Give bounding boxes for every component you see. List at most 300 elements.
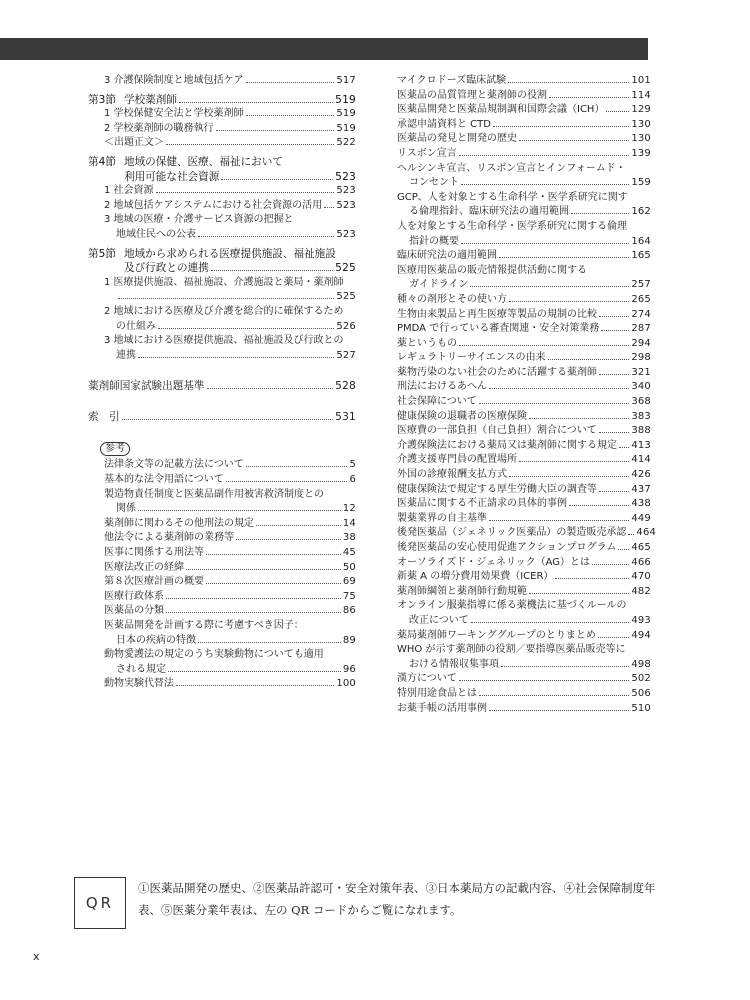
toc-entry-line (104, 634, 356, 649)
toc-entry-title: 人を対象とする生命科学・医学系研究に関する倫理 (397, 220, 627, 232)
toc-page-number: 257 (631, 279, 651, 291)
dot-leader (138, 510, 341, 511)
toc-page-number: 114 (631, 89, 651, 101)
dot-leader (166, 598, 341, 599)
toc-entry-line (397, 424, 651, 439)
toc-entry[interactable] (88, 379, 356, 394)
toc-entry-title: 種々の剤形とその使い方 (397, 293, 507, 305)
toc-entry-line (397, 380, 651, 395)
toc-entry-line (397, 453, 651, 468)
toc-page-number: 75 (342, 590, 356, 602)
dot-leader (236, 539, 341, 540)
toc-entry-line (104, 305, 356, 320)
dot-leader (176, 685, 334, 686)
dot-leader (158, 328, 334, 329)
toc-page-number: 493 (631, 614, 651, 626)
toc-page-number: 96 (342, 663, 356, 675)
toc-entry[interactable] (397, 672, 651, 687)
toc-entry-line (104, 74, 356, 89)
toc-page-number: 494 (631, 629, 651, 641)
toc-entry[interactable] (397, 366, 651, 381)
toc-entry-line (397, 570, 651, 585)
toc-page-number: 519 (336, 122, 356, 134)
dot-leader (221, 179, 333, 180)
toc-entry-title: 1 社会資源 (104, 185, 154, 197)
toc-entry[interactable] (104, 546, 356, 561)
toc-entry[interactable] (397, 337, 651, 352)
dot-leader (606, 111, 629, 112)
toc-entry[interactable] (88, 247, 356, 276)
dot-leader (529, 593, 629, 594)
dot-leader (246, 466, 348, 467)
toc-entry[interactable] (88, 334, 356, 363)
toc-entry-title: WHO が示す薬剤師の役割／要指導医薬品販売等に (397, 644, 626, 656)
dot-leader (226, 481, 348, 482)
toc-entry-title: 薬局薬剤師ワーキンググループのとりまとめ (397, 629, 596, 641)
dot-leader (198, 642, 341, 643)
toc-page-number: 523 (336, 228, 356, 240)
toc-entry[interactable] (88, 184, 356, 199)
toc-entry-line (88, 261, 356, 276)
toc-entry[interactable] (104, 575, 356, 590)
toc-entry-title: 2 地域包括ケアシステムにおける社会資源の活用 (104, 199, 323, 211)
toc-entry-line (397, 497, 651, 512)
dot-leader (179, 102, 333, 103)
toc-entry[interactable] (397, 380, 651, 395)
toc-entry-line (88, 379, 356, 394)
toc-page-number: 5 (349, 459, 356, 471)
toc-entry[interactable] (88, 410, 356, 425)
toc-entry-line (397, 132, 651, 147)
toc-entry-line (397, 147, 651, 162)
toc-entry[interactable] (397, 395, 651, 410)
dot-leader (459, 345, 629, 346)
toc-entry[interactable] (397, 526, 657, 541)
toc-entry[interactable] (88, 276, 356, 305)
toc-entry[interactable] (88, 213, 356, 242)
toc-entry-title: 3 介護保険制度と地域包括ケア (104, 75, 244, 86)
toc-page-number: 6 (349, 474, 356, 486)
toc-entry[interactable] (104, 517, 356, 532)
toc-entry-title: 薬剤師国家試験出題基準 (88, 380, 205, 393)
toc-entry-line (104, 228, 356, 243)
toc-entry[interactable] (397, 351, 651, 366)
toc-entry-title: 承認申請資料と CTD (397, 118, 491, 130)
toc-entry-title: 索 引 (88, 410, 120, 423)
toc-page-number: 38 (342, 532, 356, 544)
toc-entry-title: 介護保険法における薬局又は薬剤師に関する規定 (397, 439, 617, 451)
dot-leader (599, 491, 629, 492)
toc-page-number: 525 (335, 262, 356, 275)
toc-entry-title: 3 地域の医療・介護サービス資源の把握と (104, 214, 294, 226)
toc-entry[interactable] (397, 410, 651, 425)
toc-entry-line (104, 590, 356, 605)
qr-label: QR (85, 894, 115, 912)
toc-entry[interactable] (397, 599, 651, 628)
toc-entry[interactable] (397, 468, 651, 483)
toc-entry-line (104, 136, 356, 151)
toc-entry[interactable] (397, 293, 651, 308)
dot-leader (508, 82, 629, 83)
toc-entry-title: ＜出題正文＞ (104, 137, 164, 149)
toc-page-number: 449 (631, 512, 651, 524)
dot-leader (519, 140, 629, 141)
toc-page-number: 519 (336, 108, 356, 120)
toc-entry[interactable] (397, 483, 651, 498)
toc-entry-line (104, 488, 356, 503)
dot-leader (599, 316, 629, 317)
toc-entry-title: 医薬品開発を計画する際に考慮すべき因子： (104, 620, 304, 631)
toc-entry[interactable] (397, 249, 651, 264)
toc-entry[interactable] (104, 604, 356, 619)
toc-page-number: 139 (631, 147, 651, 159)
toc-entry[interactable] (397, 439, 651, 454)
toc-entry[interactable] (397, 629, 651, 644)
toc-entry-title: 2 学校薬剤師の職務執行 (104, 122, 214, 134)
toc-entry-title: 社会保障について (397, 396, 477, 408)
toc-entry-line (104, 677, 356, 692)
dot-leader (592, 564, 629, 565)
toc-entry[interactable] (88, 305, 356, 334)
dot-leader (549, 97, 629, 98)
dot-leader (461, 243, 629, 244)
toc-entry-line (104, 184, 356, 199)
toc-entry-line (397, 672, 651, 687)
dot-leader (599, 374, 629, 375)
toc-entry-title: 生物由来製品と再生医療等製品の規制の比較 (397, 308, 597, 320)
toc-entry[interactable] (88, 74, 356, 89)
toc-entry-line (397, 556, 651, 571)
toc-entry-line (397, 614, 651, 629)
toc-page-number: 438 (631, 498, 651, 510)
toc-entry-title: マイクロドーズ臨床試験 (397, 75, 507, 86)
toc-entry[interactable] (88, 155, 356, 184)
toc-entry-line (397, 702, 651, 717)
toc-entry-line (104, 458, 356, 473)
section-number: 第4節 (88, 155, 116, 168)
toc-entry[interactable] (88, 93, 356, 108)
toc-entry[interactable] (104, 531, 356, 546)
toc-entry-title: 健康保険の退職者の医療保険 (397, 410, 527, 422)
toc-entry[interactable] (397, 687, 651, 702)
toc-entry[interactable] (397, 453, 651, 468)
toc-entry-line (397, 483, 651, 498)
toc-entry-title: 3 地域における医療提供施設、福祉施設及び行政との (104, 335, 344, 347)
section-number: 第3節 (88, 93, 116, 106)
dot-leader (548, 359, 630, 360)
toc-entry-title: 基本的な法令用語について (104, 474, 224, 486)
dot-leader (324, 207, 334, 208)
toc-entry[interactable] (104, 619, 356, 648)
toc-entry-title: 及び行政との連携 (124, 262, 209, 275)
toc-entry-title: 介護支援専門員の配置場所 (397, 454, 517, 466)
toc-entry-title: おける情報収集事項 (409, 658, 499, 670)
toc-page-number: 523 (335, 170, 356, 183)
toc-entry[interactable] (397, 308, 651, 323)
toc-entry[interactable] (397, 424, 651, 439)
dot-leader (207, 388, 334, 389)
toc-page-number: 159 (631, 177, 651, 189)
toc-entry-title: ヘルシンキ宣言、リスボン宣言とインフォームド・ (397, 162, 626, 174)
toc-entry-line (104, 290, 356, 305)
toc-page-number: 383 (631, 410, 651, 422)
toc-entry[interactable] (397, 702, 651, 717)
toc-page-number: 388 (631, 425, 651, 437)
toc-entry[interactable] (397, 162, 651, 191)
toc-page-number: 502 (631, 673, 651, 685)
toc-page-number: 510 (631, 702, 651, 714)
toc-right-column (397, 74, 657, 716)
dot-leader (471, 622, 630, 623)
dot-leader (489, 710, 629, 711)
toc-entry[interactable] (397, 643, 651, 672)
toc-entry[interactable] (104, 648, 356, 677)
toc-page-number: 274 (631, 308, 651, 320)
toc-page-number: 101 (631, 75, 651, 86)
toc-entry[interactable] (397, 556, 651, 571)
dot-leader (122, 419, 333, 420)
dot-leader (206, 583, 341, 584)
toc-page-number: 129 (631, 104, 651, 116)
toc-entry-title: 薬というもの (397, 337, 457, 349)
toc-entry-line (104, 473, 356, 488)
toc-entry-line (104, 122, 356, 137)
toc-entry-line (104, 517, 356, 532)
toc-entry-title: 地域住民への公表 (116, 228, 196, 240)
toc-entry-line (397, 512, 651, 527)
toc-entry-line (397, 687, 651, 702)
dot-leader (256, 525, 341, 526)
toc-entry[interactable] (88, 122, 356, 137)
toc-entry-line (104, 199, 356, 214)
toc-page-number: 340 (631, 381, 651, 393)
toc-page-number: 527 (336, 349, 356, 361)
dot-leader (529, 418, 629, 419)
toc-page-number: 414 (631, 454, 651, 466)
toc-page-number: 368 (631, 396, 651, 408)
toc-entry-title: 他法令による薬剤師の業務等 (104, 532, 234, 544)
toc-entry-title: 製造物責任制度と医薬品副作用被害救済制度との (104, 488, 324, 500)
toc-entry[interactable] (88, 199, 356, 214)
toc-entry-title: の仕組み (116, 320, 156, 332)
toc-page-number: 517 (336, 75, 356, 86)
toc-page-number: 100 (336, 678, 356, 690)
toc-entry[interactable] (104, 677, 356, 692)
toc-entry-line (104, 546, 356, 561)
toc-entry-title: 2 地域における医療及び介護を総合的に確保するため (104, 305, 344, 317)
toc-entry-line (88, 93, 356, 108)
toc-entry-line (397, 410, 651, 425)
toc-entry-title: 指針の概要 (409, 235, 459, 247)
toc-entry-line (104, 349, 356, 364)
toc-page-number: 12 (342, 503, 356, 515)
toc-entry-title: 法律条文等の記載方法について (104, 459, 244, 471)
toc-entry-title: 地域から求められる医療提供施設、福祉施設 (124, 247, 336, 260)
toc-entry-line (397, 103, 651, 118)
toc-entry-title: 日本の疾病の特徴 (116, 634, 196, 646)
dot-leader (509, 476, 629, 477)
dot-leader (619, 447, 629, 448)
toc-entry-title: 後発医薬品（ジェネリック医薬品）の製造販売承認 (397, 527, 627, 539)
dot-leader (489, 520, 629, 521)
toc-entry-line (397, 351, 651, 366)
toc-page-number: 130 (631, 118, 651, 130)
toc-page-number: 523 (336, 199, 356, 211)
dot-leader (509, 301, 629, 302)
toc-entry[interactable] (104, 488, 356, 517)
toc-entry[interactable] (397, 191, 651, 220)
toc-page-number: 86 (342, 605, 356, 617)
toc-entry-title: 製薬業界の自主基準 (397, 512, 487, 524)
dot-leader (461, 184, 629, 185)
toc-entry-title: 関係 (116, 503, 136, 515)
dot-leader (246, 82, 335, 83)
toc-entry-line (397, 322, 651, 337)
toc-entry-title: オーソライズド・ジェネリック（AG）とは (397, 556, 591, 568)
toc-entry-title: 特別用途食品とは (397, 687, 477, 699)
qr-code-placeholder (74, 877, 126, 929)
dot-leader (156, 192, 335, 193)
toc-page-number: 482 (631, 585, 651, 597)
toc-page-number: 265 (631, 293, 651, 305)
toc-entry[interactable] (88, 136, 356, 151)
toc-page-number: 426 (631, 469, 651, 481)
toc-entry-line (104, 107, 356, 122)
toc-entry-title: 医療法改正の経緯 (104, 561, 184, 573)
toc-page-number: 528 (335, 380, 356, 393)
toc-entry-line (104, 663, 356, 678)
toc-entry-line (104, 334, 356, 349)
toc-entry-line (104, 531, 356, 546)
toc-entry-line (397, 249, 651, 264)
toc-entry-line (104, 575, 356, 590)
toc-entry-line (397, 162, 651, 177)
qr-note-text: ①医薬品開発の歴史、②医薬品許認可・安全対策年表、③日本薬局方の記載内容、④社会保障制度年表、⑤医薬分業年表は、左の QR コードからご覧になれます。 (138, 881, 656, 917)
dot-leader (598, 637, 629, 638)
dot-leader (470, 286, 629, 287)
toc-entry-title: 利用可能な社会資源 (124, 170, 220, 183)
toc-entry-line (88, 155, 356, 170)
toc-page-number: 522 (336, 137, 356, 149)
toc-entry-title: 医薬品の分類 (104, 605, 164, 617)
toc-entry-line (104, 213, 356, 228)
toc-entry[interactable] (397, 147, 651, 162)
toc-page-number: 69 (342, 576, 356, 588)
toc-entry-line (397, 541, 651, 556)
toc-entry-line (397, 468, 651, 483)
toc-entry-line (88, 170, 356, 185)
toc-entry[interactable] (397, 132, 651, 147)
toc-entry-line (397, 220, 651, 235)
toc-entry[interactable] (88, 107, 356, 122)
header-bar (0, 38, 648, 60)
toc-entry-title: レギュラトリーサイエンスの由来 (397, 352, 546, 364)
toc-entry-line (104, 502, 356, 517)
toc-entry[interactable] (397, 89, 651, 104)
toc-entry-line (397, 74, 651, 89)
toc-entry[interactable] (104, 458, 356, 473)
dot-leader (138, 357, 334, 358)
toc-entry[interactable] (397, 570, 651, 585)
toc-entry-title: 医薬品の品質管理と薬剤師の役割 (397, 89, 547, 101)
toc-entry[interactable] (104, 561, 356, 576)
toc-entry[interactable] (104, 590, 356, 605)
toc-entry-title: 薬剤師に関わるその他刑法の規定 (104, 517, 254, 529)
toc-entry-title: 後発医薬品の安心使用促進アクションプログラム (397, 542, 617, 553)
toc-entry-title: される規定 (116, 663, 166, 675)
toc-page-number: 526 (336, 320, 356, 332)
toc-entry-title: 1 医療提供施設、福祉施設、介護施設と薬局・薬剤師 (104, 276, 344, 288)
toc-entry-title: 医療用医薬品の販売情報提供活動に関する (397, 264, 587, 276)
toc-entry[interactable] (397, 497, 651, 512)
dot-leader (198, 236, 334, 237)
toc-entry[interactable] (397, 74, 651, 89)
toc-page-number: 50 (342, 561, 356, 573)
toc-page-number: 523 (336, 185, 356, 197)
toc-entry[interactable] (397, 103, 651, 118)
toc-entry-title: 外国の診療報酬支払方式 (397, 469, 507, 481)
toc-entry-line (397, 643, 651, 658)
toc-entry-title: 医薬品に関する不正請求の具体的事例 (397, 498, 567, 510)
toc-page-number: 519 (335, 93, 356, 106)
toc-entry[interactable] (397, 512, 651, 527)
toc-entry-title: 連携 (116, 349, 136, 361)
toc-entry-title: リスボン宣言 (397, 147, 457, 159)
toc-entry-line (397, 599, 651, 614)
toc-entry-title: 動物実験代替法 (104, 678, 174, 690)
toc-left-column (88, 74, 356, 692)
toc-entry[interactable] (397, 220, 651, 249)
toc-entry-line (104, 648, 356, 663)
toc-entry[interactable] (397, 264, 651, 293)
toc-entry-title: 医療費の一部負担（自己負担）割合について (397, 425, 597, 437)
toc-entry-title: 新薬 A の増分費用効果費（ICER） (397, 571, 554, 583)
toc-entry-line (104, 561, 356, 576)
toc-entry-line (88, 410, 356, 425)
reference-label: 参考 (100, 442, 130, 456)
dot-leader (493, 126, 629, 127)
toc-entry[interactable] (397, 118, 651, 133)
toc-entry[interactable] (397, 322, 651, 337)
toc-entry-title: 漢方について (397, 673, 457, 685)
toc-entry-title: 医事に関係する刑法等 (104, 547, 204, 559)
toc-entry-line (397, 629, 651, 644)
toc-entry-line (397, 308, 651, 323)
toc-page-number: 470 (631, 571, 651, 583)
dot-leader (479, 403, 630, 404)
toc-entry-title: コンセント (409, 177, 459, 189)
toc-entry[interactable] (397, 541, 651, 556)
toc-entry[interactable] (397, 585, 651, 600)
toc-entry-title: 動物愛護法の規定のうち実験動物についても適用 (104, 649, 324, 661)
toc-page-number: 413 (631, 439, 651, 451)
toc-entry[interactable] (104, 473, 356, 488)
toc-entry-title: 臨床研究法の適用範囲 (397, 250, 497, 262)
toc-page-number: 45 (342, 547, 356, 559)
dot-leader (459, 155, 630, 156)
toc-entry-title: GCP、人を対象とする生命科学・医学系研究に関す (397, 191, 628, 203)
toc-entry-title: 第８次医療計画の概要 (104, 576, 204, 588)
toc-entry-title: 薬剤師綱領と薬剤師行動規範 (397, 585, 527, 597)
toc-entry-title: 刑法におけるあへん (397, 381, 487, 393)
toc-page-number: 165 (631, 250, 651, 262)
dot-leader (186, 569, 341, 570)
dot-leader (459, 680, 630, 681)
dot-leader (569, 505, 629, 506)
toc-entry-line (397, 191, 651, 206)
toc-entry-line (397, 658, 651, 673)
toc-page-number: 294 (631, 337, 651, 349)
